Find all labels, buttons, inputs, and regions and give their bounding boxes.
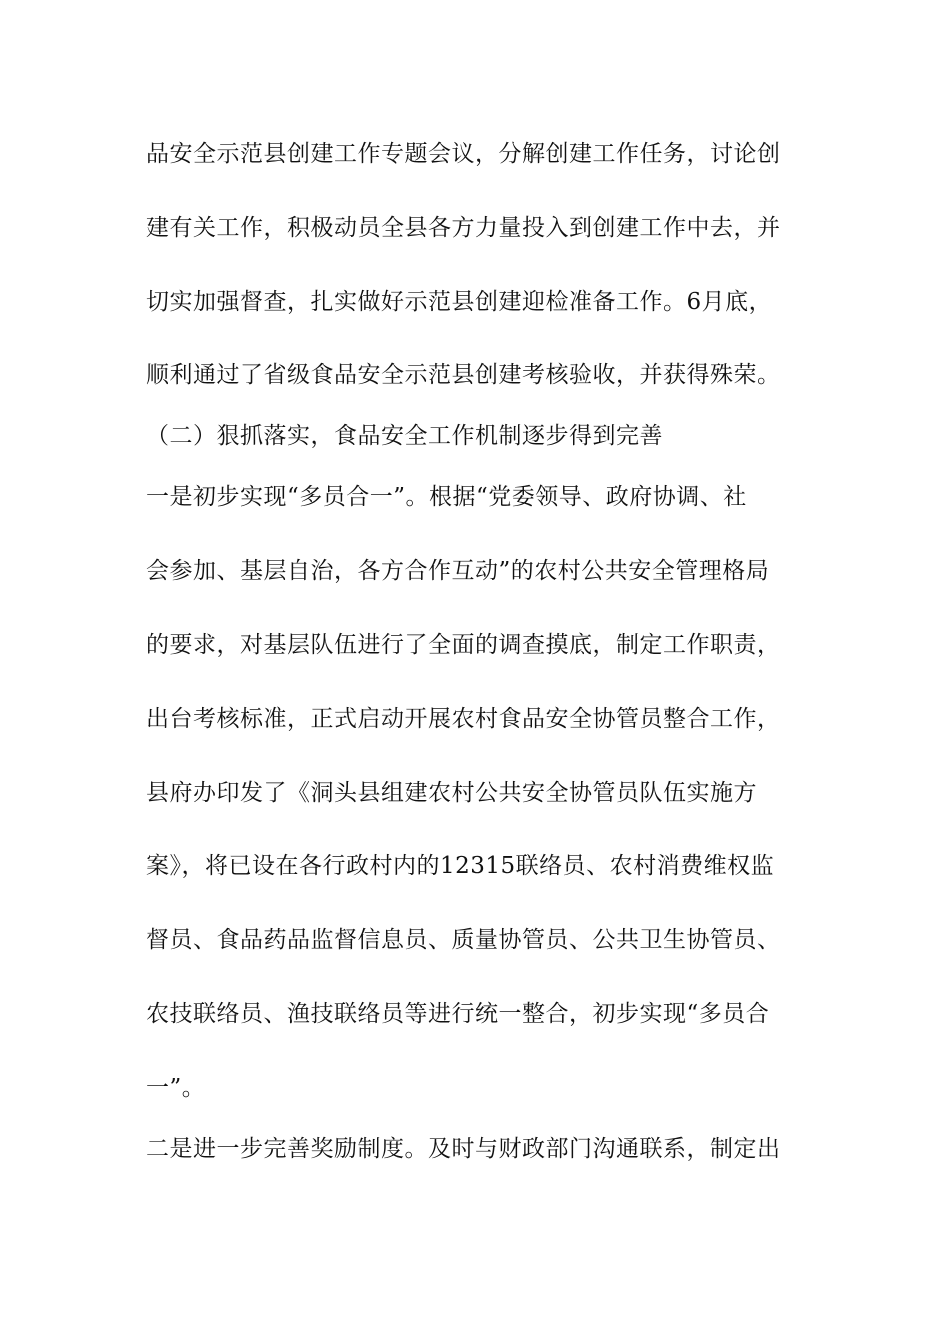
text-line: 会参加、基层自治，各方合作互动”的农村公共安全管理格局 <box>146 558 770 585</box>
text-line: 出台考核标准，正式启动开展农村食品安全协管员整合工作， <box>146 705 781 732</box>
text-line: 案》，将已设在各行政村内的12315联络员、农村消费维权监 <box>146 853 775 880</box>
text-line: 督员、食品药品监督信息员、质量协管员、公共卫生协管员、 <box>146 927 781 954</box>
text-line: 顺利通过了省级食品安全示范县创建考核验收，并获得殊荣。 <box>146 362 781 389</box>
text-line: 农技联络员、渔技联络员等进行统一整合，初步实现“多员合 <box>146 1000 770 1027</box>
text-line: 一”。 <box>146 1074 206 1101</box>
text-line: 县府办印发了《洞头县组建农村公共安全协管员队伍实施方 <box>146 779 757 806</box>
text-line: 一是初步实现“多员合一”。根据“党委领导、政府协调、社 <box>146 484 747 511</box>
text-line: 建有关工作，积极动员全县各方力量投入到创建工作中去，并 <box>146 214 781 241</box>
text-line: 品安全示范县创建工作专题会议，分解创建工作任务，讨论创 <box>146 141 781 167</box>
text-line: 二是进一步完善奖励制度。及时与财政部门沟通联系，制定出 <box>146 1135 781 1162</box>
text-line: 的要求，对基层队伍进行了全面的调查摸底，制定工作职责， <box>146 631 781 658</box>
section-heading: （二）狠抓落实，食品安全工作机制逐步得到完善 <box>146 423 663 450</box>
body-text <box>146 131 810 1200</box>
text-line: 切实加强督查，扎实做好示范县创建迎检准备工作。6月底， <box>146 288 773 315</box>
